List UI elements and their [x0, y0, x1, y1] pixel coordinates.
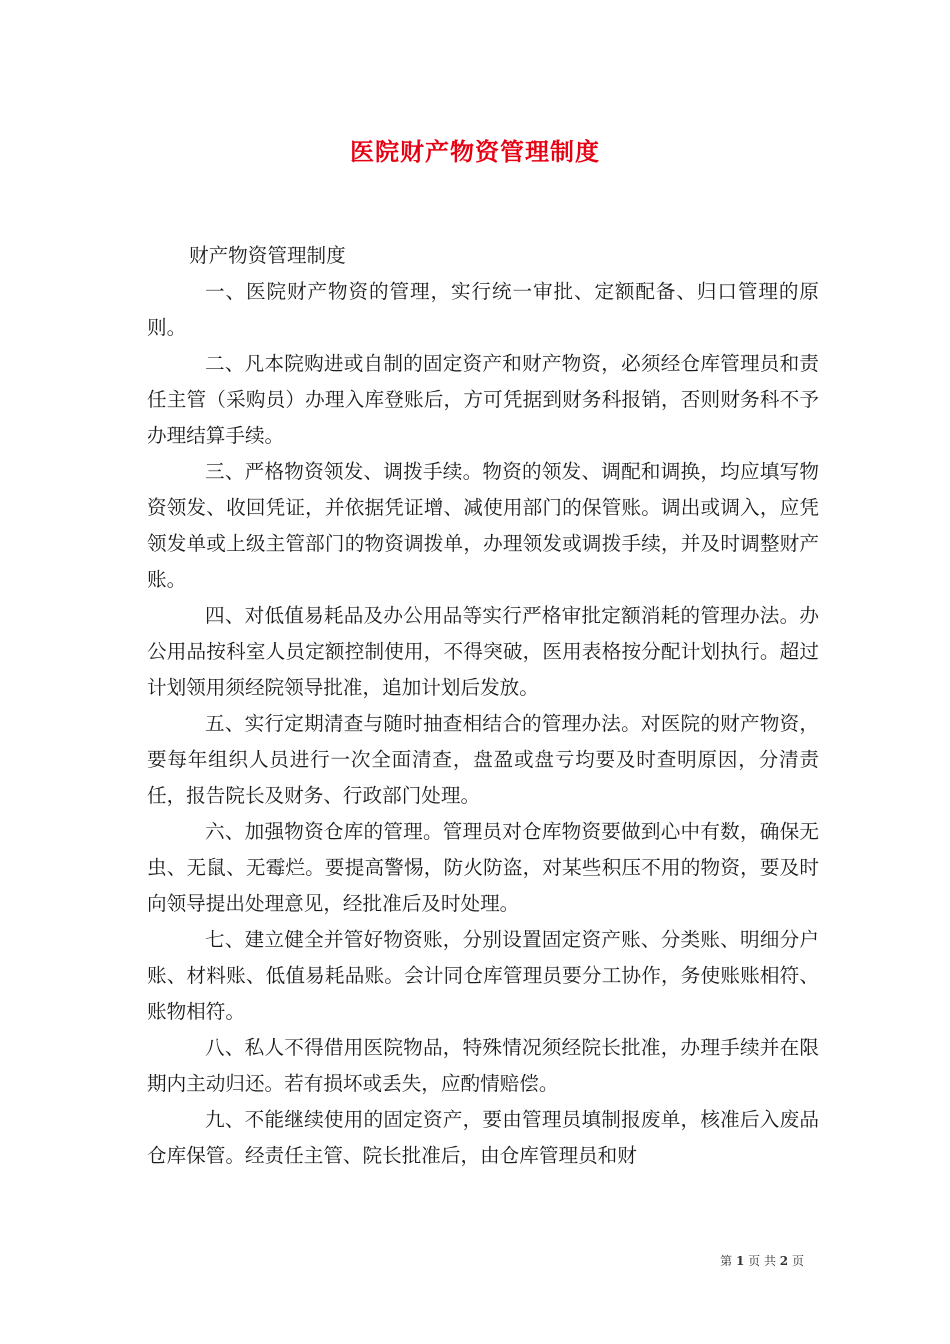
- document-subtitle: 财产物资管理制度: [189, 244, 346, 267]
- paragraph-8: 八、私人不得借用医院物品，特殊情况须经院长批准，办理手续并在限期内主动归还。若有损坏或丢失，应酌情赔偿。: [147, 1036, 819, 1095]
- paragraph-9: 九、不能继续使用的固定资产，要由管理员填制报废单，核准后入废品仓库保管。经责任主管、院长批准后，由仓库管理员和财: [147, 1108, 819, 1167]
- paragraph-6: 六、加强物资仓库的管理。管理员对仓库物资要做到心中有数，确保无虫、无鼠、无霉烂。要提高警惕，防火防盗，对某些积压不用的物资，要及时向领导提出处理意见，经批准后及时处理。: [147, 820, 819, 915]
- paragraph-1: 一、医院财产物资的管理，实行统一审批、定额配备、归口管理的原则。: [147, 280, 819, 339]
- footer-middle: 页 共: [748, 1254, 776, 1268]
- document-title: 医院财产物资管理制度: [350, 137, 600, 166]
- paragraph-3: 三、严格物资领发、调拨手续。物资的领发、调配和调换，均应填写物资领发、收回凭证，并依据凭证增、减使用部门的保管账。调出或调入，应凭领发单或上级主管部门的物资调拨单，办理领发或调拨手续，并及时调整财产账。: [147, 460, 819, 591]
- paragraph-7: 七、建立健全并管好物资账，分别设置固定资产账、分类账、明细分户账、材料账、低值易耗品账。会计同仓库管理员要分工协作，务使账账相符、账物相符。: [147, 928, 819, 1023]
- document-body: [147, 238, 819, 1174]
- paragraph-5: 五、实行定期清查与随时抽查相结合的管理办法。对医院的财产物资，要每年组织人员进行一次全面清查，盘盈或盘亏均要及时查明原因，分清责任，报告院长及财务、行政部门处理。: [147, 712, 819, 807]
- paragraph-4: 四、对低值易耗品及办公用品等实行严格审批定额消耗的管理办法。办公用品按科室人员定额控制使用，不得突破，医用表格按分配计划执行。超过计划领用须经院领导批准，追加计划后发放。: [147, 604, 819, 699]
- footer-prefix: 第: [720, 1254, 733, 1268]
- paragraph-2: 二、凡本院购进或自制的固定资产和财产物资，必须经仓库管理员和责任主管（采购员）办理入库登账后，方可凭据到财务科报销，否则财务科不予办理结算手续。: [147, 352, 819, 447]
- page-footer: [720, 1252, 804, 1269]
- footer-suffix: 页: [791, 1254, 804, 1268]
- total-pages-number: 2: [779, 1254, 789, 1268]
- current-page-number: 1: [735, 1254, 745, 1268]
